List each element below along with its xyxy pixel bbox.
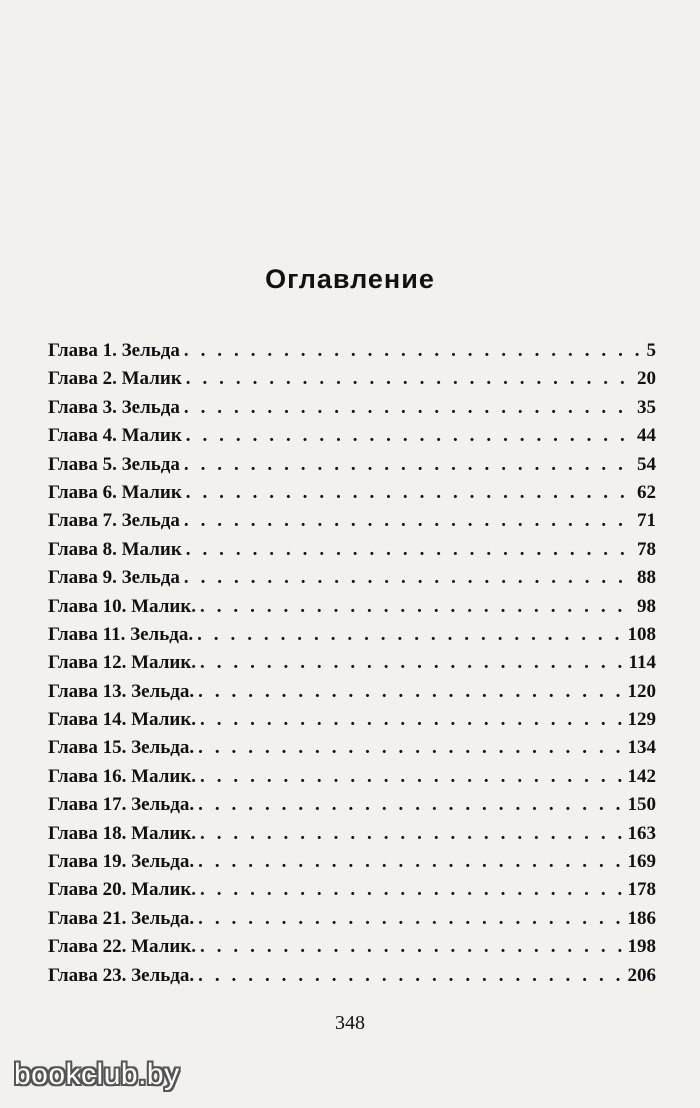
toc-entry-page: 5	[646, 340, 656, 361]
bleed-line	[40, 97, 680, 126]
toc-entry-leader-dots	[200, 876, 623, 904]
toc-entry-leader-dots	[184, 394, 633, 422]
toc-entry-page: 98	[637, 595, 656, 617]
toc-entry	[48, 365, 656, 393]
toc-entry-label: Глава 10. Малик.	[48, 595, 197, 617]
toc-entry-page: 120	[627, 680, 656, 702]
toc-entry-page: 186	[627, 907, 656, 929]
toc-entry-leader-dots	[186, 536, 633, 564]
toc-entry-label: Глава 8. Малик	[48, 538, 182, 560]
toc-entry	[48, 820, 656, 848]
toc-entry-leader-dots	[197, 621, 623, 649]
toc-entry-page: 150	[627, 794, 656, 816]
toc-entry	[48, 451, 656, 479]
toc-entry-leader-dots	[198, 734, 623, 762]
toc-entry-label: Глава 7. Зельда	[48, 510, 180, 532]
toc-entry-label: Глава 3. Зельда	[48, 396, 180, 418]
page-number: 348	[335, 1012, 365, 1034]
toc-entry	[48, 678, 656, 706]
toc-entry-leader-dots	[200, 933, 623, 961]
toc-entry-label: Глава 20. Малик.	[48, 879, 197, 901]
toc-entry	[48, 933, 656, 961]
toc-entry	[48, 337, 656, 365]
toc-entry	[48, 706, 656, 734]
toc-entry	[48, 507, 656, 535]
toc-entry-page: 35	[637, 396, 656, 418]
toc-entry	[48, 791, 656, 819]
toc-entry-label: Глава 16. Малик.	[48, 765, 197, 787]
toc-entry-page: 71	[637, 510, 656, 532]
toc-entry-leader-dots	[186, 365, 633, 393]
toc-entry-label: Глава 4. Малик	[48, 425, 182, 447]
toc-entry-leader-dots	[184, 451, 633, 479]
bleed-line	[40, 40, 680, 69]
toc-entry-label: Глава 21. Зельда.	[48, 907, 195, 929]
toc-entry	[48, 876, 656, 904]
toc-entry-label: Глава 18. Малик.	[48, 822, 197, 844]
toc-entry-label: Глава 6. Малик	[48, 481, 182, 503]
toc-entry-label: Глава 5. Зельда	[48, 453, 180, 475]
toc-title: Оглавление	[265, 264, 435, 294]
toc-entry-leader-dots	[186, 479, 633, 507]
toc-list	[48, 337, 656, 990]
toc-entry-leader-dots	[198, 962, 623, 990]
toc-entry-page: 88	[637, 567, 656, 589]
toc-entry-label: Глава 22. Малик.	[48, 936, 197, 958]
toc-entry-page: 78	[637, 538, 656, 560]
toc-entry-leader-dots	[200, 649, 625, 677]
toc-entry	[48, 848, 656, 876]
toc-entry	[48, 564, 656, 592]
toc-entry	[48, 479, 656, 507]
toc-entry	[48, 905, 656, 933]
toc-entry	[48, 394, 656, 422]
toc-entry-leader-dots	[184, 337, 643, 365]
watermark-logo: bookclub.by	[14, 1058, 180, 1091]
toc-entry-page: 62	[637, 481, 656, 503]
toc-entry-leader-dots	[186, 422, 633, 450]
toc-entry	[48, 763, 656, 791]
bleed-through-text	[40, 40, 680, 126]
toc-entry	[48, 734, 656, 762]
toc-entry-label: Глава 12. Малик.	[48, 652, 197, 674]
toc-entry-page: 54	[637, 453, 656, 475]
toc-entry-label: Глава 13. Зельда.	[48, 680, 195, 702]
toc-entry-label: Глава 1. Зельда	[48, 340, 180, 361]
toc-entry-leader-dots	[200, 820, 623, 848]
toc-entry-leader-dots	[198, 791, 623, 819]
toc-entry-leader-dots	[200, 593, 633, 621]
toc-entry-leader-dots	[198, 905, 623, 933]
toc-entry-label: Глава 15. Зельда.	[48, 737, 195, 759]
toc-entry-label: Глава 9. Зельда	[48, 567, 180, 589]
toc-entry-leader-dots	[184, 507, 633, 535]
bleed-line	[40, 69, 680, 98]
toc-entry	[48, 536, 656, 564]
toc-entry	[48, 962, 656, 990]
toc-entry-label: Глава 17. Зельда.	[48, 794, 195, 816]
toc-entry-label: Глава 19. Зельда.	[48, 851, 195, 873]
toc-entry-label: Глава 23. Зельда.	[48, 964, 195, 986]
toc-entry-label: Глава 14. Малик.	[48, 709, 197, 731]
toc-entry-leader-dots	[198, 848, 623, 876]
toc-entry-leader-dots	[200, 763, 623, 791]
toc-entry	[48, 593, 656, 621]
toc-entry-label: Глава 11. Зельда.	[48, 623, 194, 645]
toc-entry-page: 129	[627, 709, 656, 731]
toc-entry-page: 198	[627, 936, 656, 958]
toc-entry-page: 108	[627, 623, 656, 645]
toc-entry-label: Глава 2. Малик	[48, 368, 182, 390]
toc-entry-page: 142	[627, 765, 656, 787]
toc-entry-page: 44	[637, 425, 656, 447]
toc-entry-page: 134	[627, 737, 656, 759]
toc-entry	[48, 422, 656, 450]
toc-entry-page: 169	[627, 851, 656, 873]
toc-entry-page: 163	[627, 822, 656, 844]
toc-entry-page: 114	[628, 652, 656, 674]
toc-entry	[48, 621, 656, 649]
toc-entry-leader-dots	[200, 706, 623, 734]
toc-entry-leader-dots	[184, 564, 633, 592]
toc-entry	[48, 649, 656, 677]
toc-entry-leader-dots	[198, 678, 623, 706]
toc-entry-page: 20	[637, 368, 656, 390]
toc-entry-page: 178	[627, 879, 656, 901]
toc-entry-page: 206	[627, 964, 656, 986]
